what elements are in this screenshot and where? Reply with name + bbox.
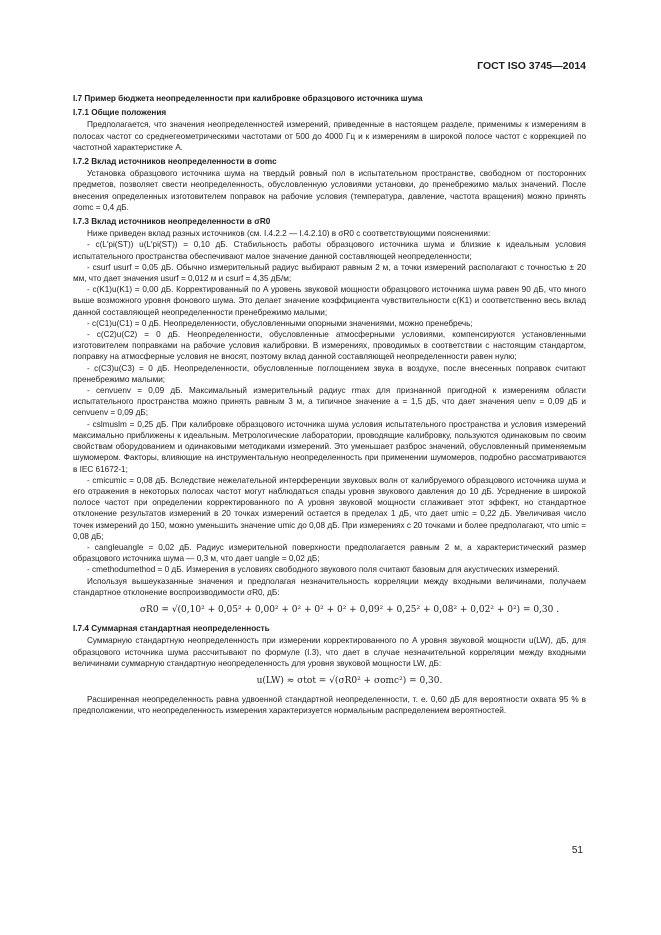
list-item: - csurf usurf = 0,05 дБ. Обычно измерительный радиус выбирают равным 2 м, а точки измерений располагают с точностью ± 20 мм, что дает значения usurf = 0,012 м и csurf = 4,35 дБ/м; — [73, 262, 586, 284]
list-item: - cmethodumethod = 0 дБ. Измерения в условиях свободного звукового поля считают базовым для акустических измерений. — [87, 565, 560, 575]
list-item: - cslmuslm = 0,25 дБ. При калибровке образцового источника шума условия испытательного пространства и условия измерений максимально приближены к идеальным. Метрологические лаборатории, проводящие калибровку, пользуются одинаковым по своим свойствам оборудованием и одинаковыми методиками измерений. Это уменьшает разброс значений, обусловленный применяемым шумомером. Факторы, влияющие на инструментальную неопределенность при применении шумомеров, подробно рассматриваются в IEC 61672-1; — [73, 419, 586, 474]
page-number: 51 — [571, 845, 583, 856]
list-item: - c(K1)u(K1) = 0,00 дБ. Корректированный по A уровень звуковой мощности образцового источника шума равен 90 дБ, что много выше возможного уровня фонового шума. Это делает значение коэффициента чувствительности c(K1) и соответственно весь вклад данной составляющей неопределенности пренебрежимо малыми; — [73, 285, 586, 317]
document-body — [73, 90, 586, 717]
list-item: - c(C3)u(C3) = 0 дБ. Неопределенности, обусловленные поглощением звука в воздухе, после внесенных поправок считают пренебрежимо малыми; — [73, 363, 586, 384]
subsection-title: I.7.3 Вклад источников неопределенности в σR0 — [73, 217, 271, 227]
list-item: - cmicumic = 0,08 дБ. Вследствие нежелательной интерференции звуковых волн от калибруемого образцового источника шума и его отражения в некоторых полосах частот могут наблюдаться спады уровня звукового давления до 10 дБ. Усреднение в широкой полосе частот при определении корректированного по A уровня звуковой мощности сглаживает этот эффект, но стандартное отклонение результатов измерений в 20 точках измерений остается в пределах 1 дБ, что дает umic = 0,22 дБ. Увеличивая число точек измерений до 150, можно уменьшить значение umic до 0,08 дБ. При измерениях с 20 точками и более предполагают, что umic = 0,08 дБ; — [73, 475, 586, 541]
subsection-title: I.7.4 Суммарная стандартная неопределенность — [73, 624, 270, 634]
paragraph: Предполагается, что значения неопределенностей измерений, приведенные в настоящем разделе, применимы к измерениям в полосах частот со среднегеометрическими частотами от 500 до 4000 Гц и к измерениям в широкой полосе частот с коррекцией по частотной характеристике A. — [73, 120, 586, 152]
subsection-title: I.7.2 Вклад источников неопределенности в σomc — [73, 157, 277, 167]
paragraph: Расширенная неопределенность равна удвоенной стандартной неопределенности, т. е. 0,60 дБ для вероятности охвата 95 % в предположении, что неопределенность измерения характеризуется нормальным распределением вероятностей. — [73, 695, 586, 716]
formula-combined-uncertainty: u(LW) ≈ σtot = √(σR0² + σomc²) = 0,30. — [256, 675, 443, 686]
standard-header: ГОСТ ISO 3745—2014 — [477, 60, 586, 72]
list-item: - c(L′pi(ST)) u(L′pi(ST)) = 0,10 дБ. Стабильность работы образцового источника шума и близкие к идеальным условия испытательного пространства обеспечивают малое значение данной составляющей неопределенности; — [73, 240, 586, 261]
paragraph: Установка образцового источника шума на твердый ровный пол в испытательном пространстве, свободном от посторонних предметов, позволяет свести неопределенность, обусловленную условиями установки, до пренебрежимо малых значений. После внесения определенных изготовителем поправок на рабочие условия (температура, давление, частота вращения) можно принять σomc = 0,4 дБ. — [73, 169, 586, 212]
list-item: - cenvuenv = 0,09 дБ. Максимальный измерительный радиус rmax для признанной пригодной к измерениям области испытательного пространства можно принять равным 3 м, а типичное значение a = 1,5 дБ, что дает значения uenv = 0,09 дБ и cenvuenv = 0,09 дБ; — [73, 386, 586, 418]
list-item: - c(C2)u(C2) = 0 дБ. Неопределенности, обусловленные атмосферными условиями, компенсируются установленными изготовителем поправками на рабочие условия калибровки. В измерениях, проводимых в соответствии с настоящим стандартом, поправку на атмосферные условия не вносят, поэтому вклад данной составляющей неопределенности равен нулю; — [73, 330, 586, 362]
paragraph: Суммарную стандартную неопределенность при измерении корректированного по A уровня звуковой мощности u(LW), дБ, для образцового источника шума рассчитывают по формуле (I.3), что дает в случае незначительной корреляции между входными величинами суммарную стандартную неопределенность для уровня звуковой мощности LW, дБ: — [73, 636, 586, 668]
list-item: - c(C1)u(C1) = 0 дБ. Неопределенности, обусловленными опорными значениями, можно пренебречь; — [87, 318, 473, 328]
paragraph: Ниже приведен вклад разных источников (см. I.4.2.2 — I.4.2.10) в σR0 с соответствующими пояснениями: — [87, 229, 491, 239]
list-item: - cangleuangle = 0,02 дБ. Радиус измерительной поверхности предполагается равным 2 м, а характеристический размер образцового источника шума — 0,3 м, что дает uangle = 0,02 дБ; — [73, 542, 586, 564]
subsection-title: I.7.1 Общие положения — [73, 108, 167, 118]
paragraph: Используя вышеуказанные значения и предполагая незначительность корреляции между входными величинами, получаем стандартное отклонение воспроизводимости σR0, дБ: — [73, 576, 586, 597]
formula-reproducibility: σR0 = √(0,10² + 0,05² + 0,00² + 0² + 0² + 0² + 0,09² + 0,25² + 0,08² + 0,02² + 0²) = 0,30 . — [139, 604, 560, 615]
section-title: I.7 Пример бюджета неопределенности при калибровке образцового источника шума — [73, 94, 423, 103]
